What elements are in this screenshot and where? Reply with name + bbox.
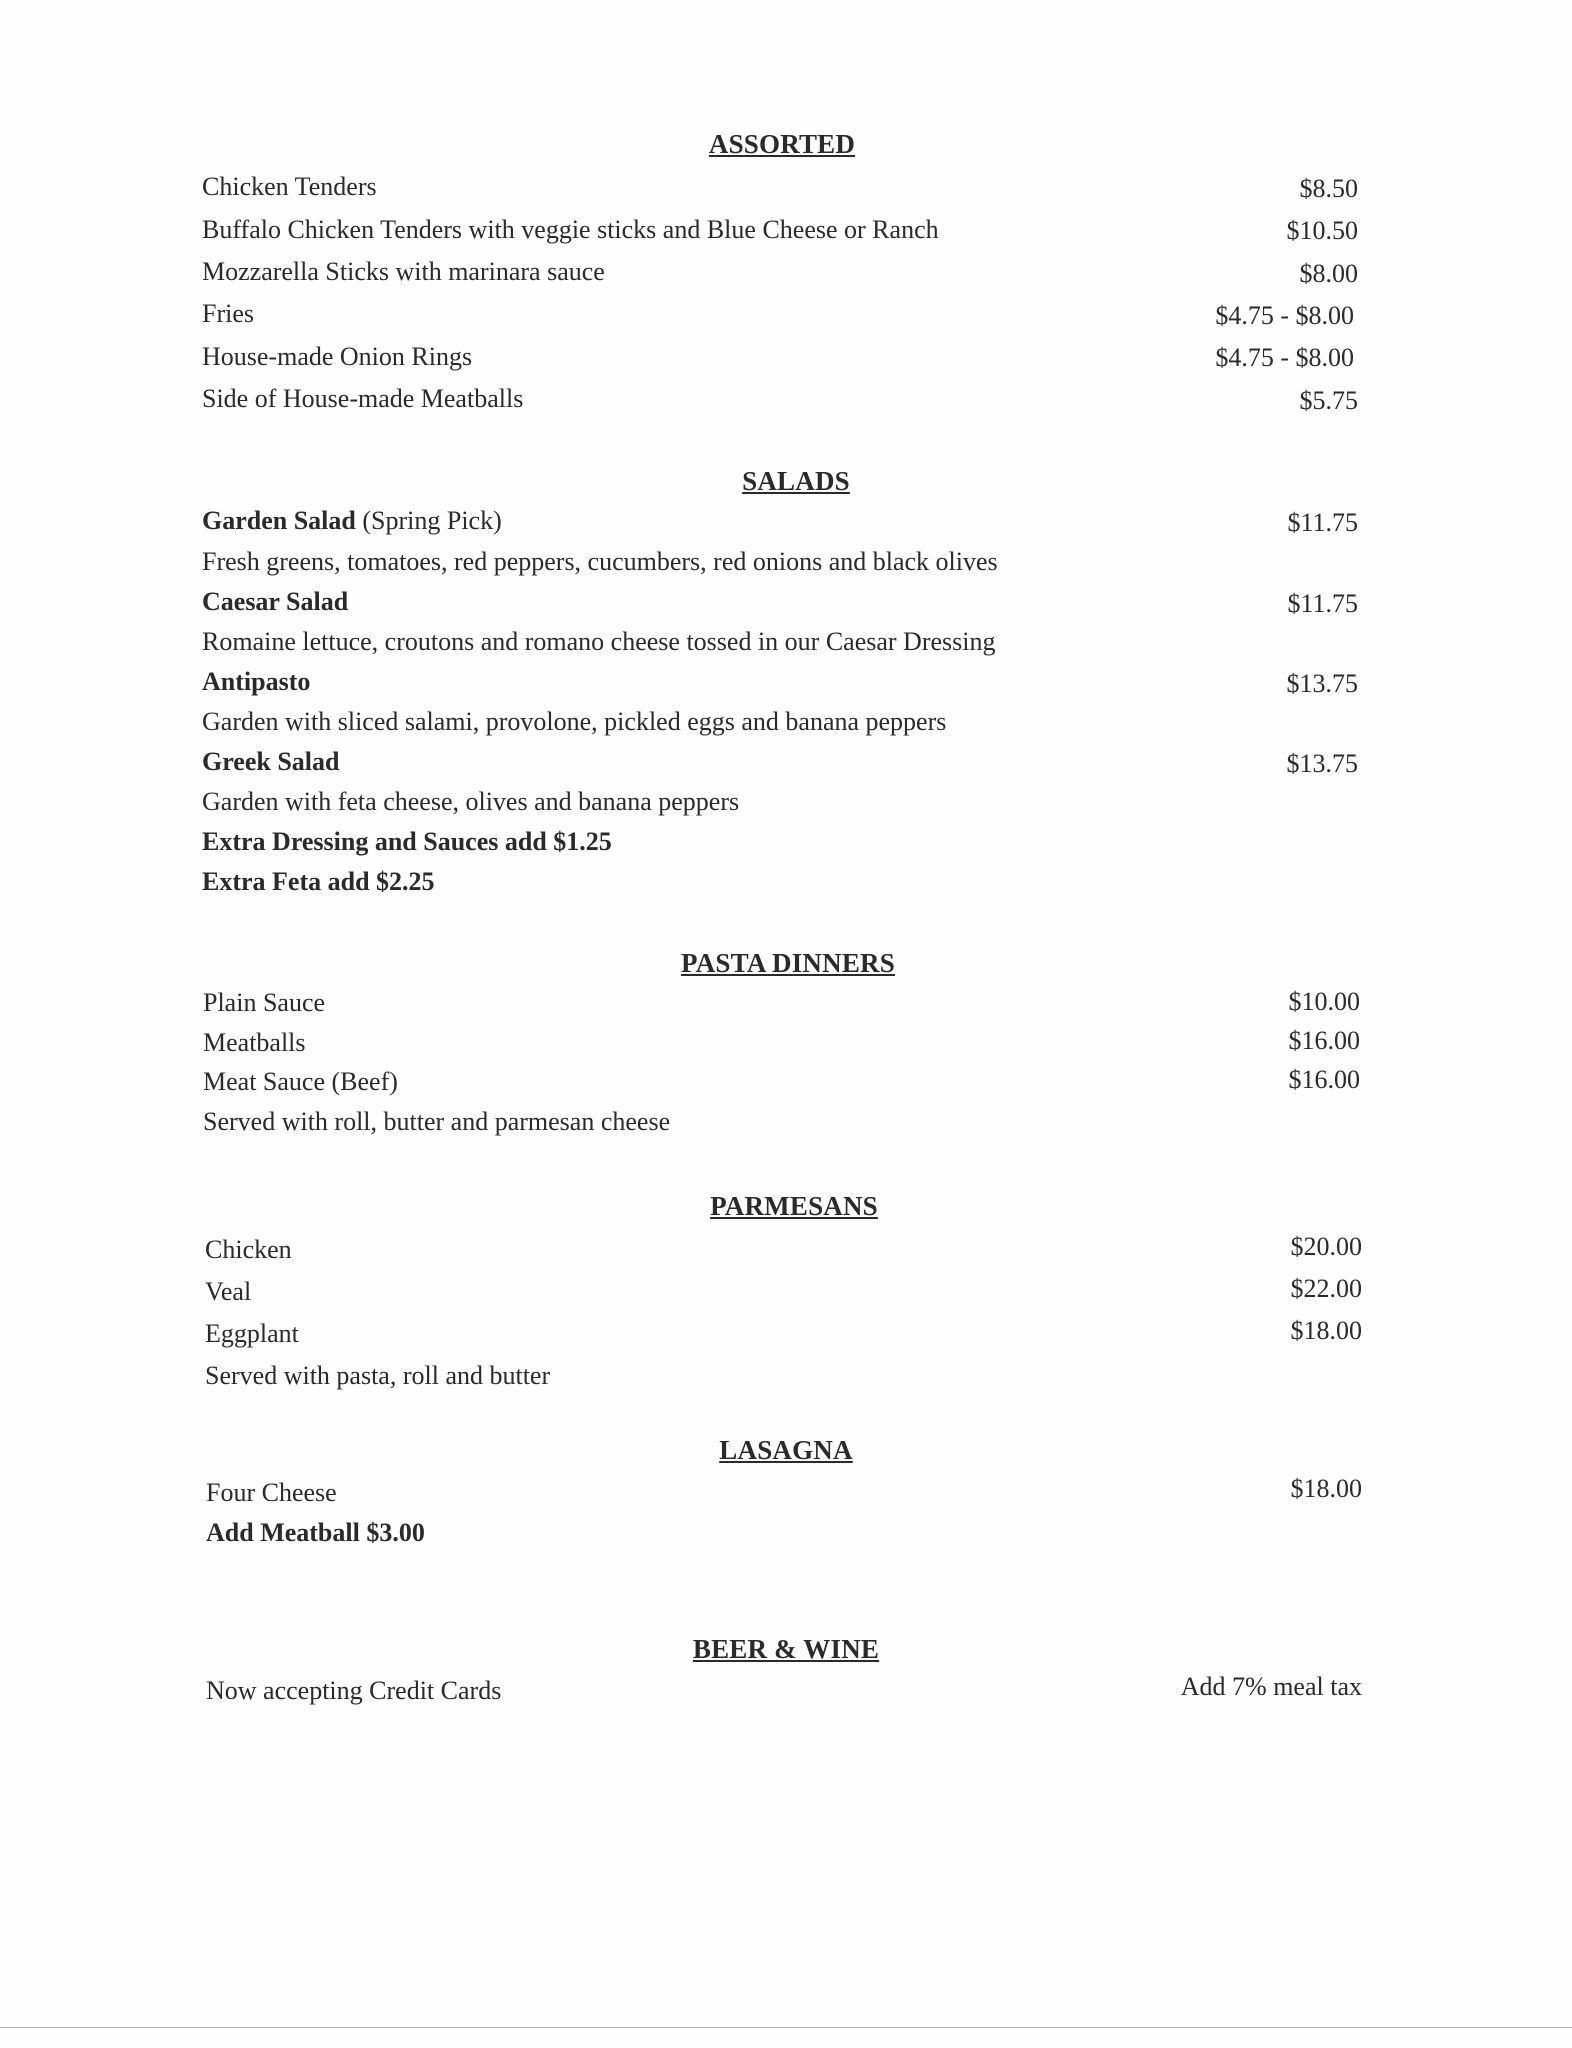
meal-tax-note: Add 7% meal tax <box>1180 1672 1362 1701</box>
menu-item-description: Garden with sliced salami, provolone, pickled eggs and banana peppers <box>202 707 947 736</box>
menu-item-price: $8.00 <box>1299 259 1358 288</box>
menu-item-name: Chicken <box>205 1235 292 1264</box>
menu-item-price: $18.00 <box>1290 1316 1362 1345</box>
menu-item-name: Mozzarella Sticks with marinara sauce <box>202 257 605 286</box>
menu-item-price: $10.50 <box>1286 216 1358 245</box>
menu-item-name: Buffalo Chicken Tenders with veggie sticks and Blue Cheese or Ranch <box>202 215 939 244</box>
menu-item-name: Meat Sauce (Beef) <box>203 1067 398 1096</box>
menu-item-name: Plain Sauce <box>203 988 326 1017</box>
menu-item-price: $20.00 <box>1290 1232 1362 1261</box>
menu-item-name <box>202 506 502 536</box>
section-heading-parmesans: PARMESANS <box>710 1191 878 1221</box>
menu-item-price: $22.00 <box>1290 1274 1362 1303</box>
section-heading-assorted: ASSORTED <box>708 129 856 159</box>
section-heading-lasagna: LASAGNA <box>719 1435 853 1465</box>
salad-name: Caesar Salad <box>202 587 349 616</box>
menu-item-price: $13.75 <box>1286 749 1358 778</box>
salad-note: (Spring Pick) <box>362 506 502 535</box>
menu-note: Served with roll, butter and parmesan cheese <box>203 1107 671 1136</box>
menu-item-name: Veal <box>205 1277 252 1306</box>
menu-item-description: Romaine lettuce, croutons and romano cheese tossed in our Caesar Dressing <box>202 627 996 656</box>
menu-note: Served with pasta, roll and butter <box>205 1361 551 1390</box>
menu-item-price: $4.75 - $8.00 <box>1215 343 1354 372</box>
menu-item-description: Garden with feta cheese, olives and banana peppers <box>202 787 740 816</box>
menu-item-name: Chicken Tenders <box>202 172 377 201</box>
section-heading-pasta-dinners: PASTA DINNERS <box>681 948 895 978</box>
menu-item-price: $4.75 - $8.00 <box>1215 301 1354 330</box>
menu-item-description: Fresh greens, tomatoes, red peppers, cucumbers, red onions and black olives <box>202 547 998 576</box>
credit-card-note: Now accepting Credit Cards <box>206 1676 502 1705</box>
menu-item-price: $18.00 <box>1290 1474 1362 1503</box>
menu-item-price: $10.00 <box>1288 987 1360 1016</box>
menu-item-name: Four Cheese <box>206 1478 337 1507</box>
lasagna-extra: Add Meatball $3.00 <box>206 1518 425 1547</box>
salad-name: Antipasto <box>202 667 311 696</box>
menu-item-name: Meatballs <box>203 1028 306 1057</box>
menu-item-name: Side of House-made Meatballs <box>202 384 524 413</box>
menu-item-name: Fries <box>202 299 254 328</box>
menu-item-price: $16.00 <box>1288 1065 1360 1094</box>
salad-name: Garden Salad <box>202 506 356 535</box>
menu-item-price: $5.75 <box>1299 386 1358 415</box>
menu-item-price: $16.00 <box>1288 1026 1360 1055</box>
section-heading-salads: SALADS <box>742 466 850 496</box>
menu-item-price: $8.50 <box>1299 174 1358 203</box>
menu-item-price: $11.75 <box>1287 508 1358 537</box>
page-bottom-edge <box>0 2027 1572 2028</box>
menu-item-price: $11.75 <box>1287 589 1358 618</box>
salad-name: Greek Salad <box>202 747 340 776</box>
menu-item-name: House-made Onion Rings <box>202 342 473 371</box>
menu-item-price: $13.75 <box>1286 669 1358 698</box>
section-heading-beer-wine: BEER & WINE <box>692 1634 880 1664</box>
salad-extra: Extra Dressing and Sauces add $1.25 <box>202 827 612 856</box>
salad-extra: Extra Feta add $2.25 <box>202 867 435 896</box>
menu-item-name: Eggplant <box>205 1319 299 1348</box>
